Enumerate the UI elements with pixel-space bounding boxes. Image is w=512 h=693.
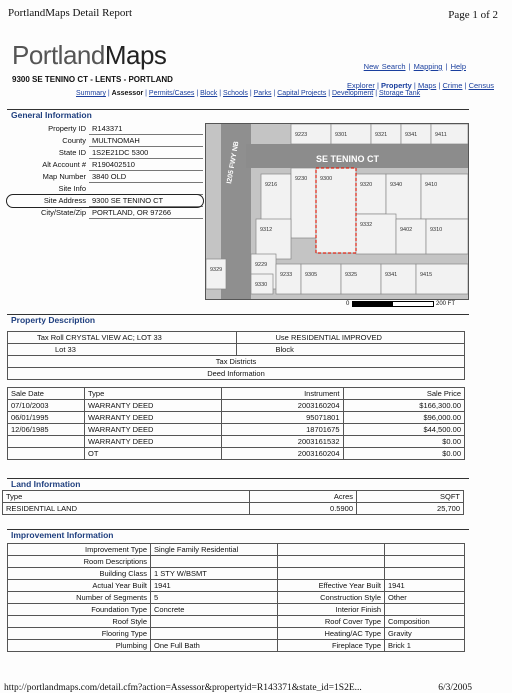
map-lot <box>341 264 381 294</box>
general-info-label: Property ID <box>48 124 86 134</box>
deed-cell: WARRANTY DEED <box>85 400 222 412</box>
improvement-row <box>8 628 465 640</box>
land-table <box>2 490 464 515</box>
improvement-label-right: Roof Cover Type <box>278 616 385 628</box>
deed-header-instrument: Instrument <box>222 388 344 400</box>
assessor-link[interactable]: Assessor <box>111 90 144 97</box>
map-lot <box>301 264 341 294</box>
top-links: New Search | Mapping | Help <box>363 62 466 71</box>
map-lot-label: 9340 <box>390 182 403 188</box>
map-lot-label: 9415 <box>420 272 433 278</box>
map-lot <box>426 219 468 254</box>
footer-url: http://portlandmaps.com/detail.cfm?action=Assessor&propertyid=R143371&state_id=1S2E... <box>4 683 362 693</box>
map-lot-label: 9321 <box>375 132 388 138</box>
crime-link[interactable]: Crime <box>442 81 463 90</box>
map-lot-label: 9300 <box>320 176 333 182</box>
deed-row <box>8 400 465 412</box>
improvement-label: Foundation Type <box>8 604 151 616</box>
map-lot-label: 9325 <box>345 272 358 278</box>
deed-cell: 07/10/2003 <box>8 400 85 412</box>
property-description-heading: Property Description <box>7 314 469 326</box>
general-info-label: State ID <box>58 148 86 157</box>
deed-cell: $44,500.00 <box>343 424 465 436</box>
improvement-label-right <box>278 544 385 556</box>
mapping-link[interactable]: Mapping <box>413 62 443 71</box>
land-sqft: 25,700 <box>357 503 464 515</box>
deed-cell: $96,000.00 <box>343 412 465 424</box>
map-lot-label: 9223 <box>295 132 308 138</box>
general-info-row <box>7 183 203 195</box>
property-link[interactable]: Property <box>381 81 412 90</box>
improvement-value: Single Family Residential <box>151 544 278 556</box>
improvement-value: 1 STY W/BSMT <box>151 568 278 580</box>
improvement-value-right <box>385 556 465 568</box>
general-info-label: Site Address <box>43 196 86 205</box>
scale-bar <box>352 301 434 307</box>
improvement-row <box>8 556 465 568</box>
general-info-value: R143371 <box>89 123 203 135</box>
tax-roll-label: Tax Roll <box>37 333 64 342</box>
general-info-value <box>89 183 203 195</box>
deed-row <box>8 412 465 424</box>
deed-row <box>8 424 465 436</box>
map-lot <box>276 264 301 294</box>
general-info-value: 1S2E21DC 5300 <box>89 147 203 159</box>
improvement-value <box>151 616 278 628</box>
summary-link[interactable]: Summary <box>76 90 106 97</box>
improvement-value-right: Other <box>385 592 465 604</box>
map-lot <box>356 214 396 254</box>
map-lot-label: 9320 <box>360 182 373 188</box>
map-lot-label: 9410 <box>425 182 438 188</box>
map-lot-label: 9341 <box>405 132 418 138</box>
improvement-row <box>8 568 465 580</box>
general-info-row <box>7 147 203 159</box>
deed-row <box>8 448 465 460</box>
deed-header-type: Type <box>85 388 222 400</box>
deed-header-price: Sale Price <box>343 388 465 400</box>
map-lot-label: 9402 <box>400 227 413 233</box>
improvement-label: Improvement Type <box>8 544 151 556</box>
general-info-value: R190402510 <box>89 159 203 171</box>
general-info-row <box>7 207 203 219</box>
deed-cell: 12/06/1985 <box>8 424 85 436</box>
street-label-tenino: SE TENINO CT <box>316 154 380 164</box>
new-search-link[interactable]: New Search <box>363 62 406 71</box>
parcel-map[interactable] <box>205 123 469 300</box>
use-label: Use <box>275 333 289 342</box>
block-link[interactable]: Block <box>200 90 218 97</box>
improvement-table <box>7 543 465 652</box>
deed-cell: $166,300.00 <box>343 400 465 412</box>
improvement-label: Building Class <box>8 568 151 580</box>
general-info-label: County <box>62 136 86 145</box>
map-lot-label: 9310 <box>430 227 443 233</box>
deed-cell: $0.00 <box>343 448 465 460</box>
help-link[interactable]: Help <box>450 62 466 71</box>
improvement-label: Number of Segments <box>8 592 151 604</box>
deed-cell: OT <box>85 448 222 460</box>
map-lot <box>396 219 426 254</box>
improvement-label-right <box>278 556 385 568</box>
schools-link[interactable]: Schools <box>223 90 248 97</box>
sub-navigation: Summary | Assessor | Permits/Cases | Block | Schools | Parks | Capital Projects | Development | Storage Tank <box>76 90 421 97</box>
map-lot-label: 9341 <box>385 272 398 278</box>
improvement-value <box>151 556 278 568</box>
map-lot <box>421 174 468 219</box>
lot-label: Lot <box>55 345 66 354</box>
improvement-value-right: Gravity <box>385 628 465 640</box>
nav-links: Explorer | Property | Maps | Crime | Census <box>346 81 494 90</box>
general-information-heading: General Information <box>7 109 469 121</box>
improvement-row <box>8 640 465 652</box>
property-description-table <box>7 331 465 380</box>
scale-start: 0 <box>346 301 350 307</box>
improvement-value-right: Composition <box>385 616 465 628</box>
improvement-row <box>8 580 465 592</box>
map-lot <box>256 219 291 259</box>
general-info-table <box>7 123 203 219</box>
deed-information-label: Deed Information <box>8 368 465 380</box>
improvement-value-right <box>385 544 465 556</box>
general-info-label: Site Info <box>58 184 86 193</box>
deed-cell: WARRANTY DEED <box>85 412 222 424</box>
deed-cell <box>8 448 85 460</box>
land-information-heading: Land Information <box>7 478 469 490</box>
deed-cell: WARRANTY DEED <box>85 436 222 448</box>
deed-cell: $0.00 <box>343 436 465 448</box>
map-lot-label: 9305 <box>305 272 318 278</box>
improvement-value: One Full Bath <box>151 640 278 652</box>
general-info-value: PORTLAND, OR 97266 <box>89 207 203 219</box>
deed-header-date: Sale Date <box>8 388 85 400</box>
map-lot-label: 9312 <box>260 227 273 233</box>
map-lot-label: 9233 <box>280 272 293 278</box>
map-lot-label: 9329 <box>210 267 223 273</box>
improvement-label-right: Interior Finish <box>278 604 385 616</box>
improvement-label-right: Construction Style <box>278 592 385 604</box>
improvement-label: Flooring Type <box>8 628 151 640</box>
deed-cell: 06/01/1995 <box>8 412 85 424</box>
general-info-label: Map Number <box>42 172 86 181</box>
map-lot <box>206 259 226 289</box>
scale-end: 200 FT <box>436 301 456 307</box>
general-info-value: 9300 SE TENINO CT <box>89 195 203 207</box>
improvement-row <box>8 592 465 604</box>
maps-link[interactable]: Maps <box>417 81 437 90</box>
map-lot-label: 9301 <box>335 132 348 138</box>
deed-cell: 2003160204 <box>222 400 344 412</box>
deed-cell: WARRANTY DEED <box>85 424 222 436</box>
improvement-label: Roof Style <box>8 616 151 628</box>
improvement-value <box>151 628 278 640</box>
tax-roll-value: CRYSTAL VIEW AC; LOT 33 <box>65 333 162 342</box>
block-label: Block <box>275 345 294 354</box>
improvement-value: 5 <box>151 592 278 604</box>
general-info-label: Alt Account # <box>42 160 86 169</box>
general-info-row <box>7 171 203 183</box>
improvement-information-heading: Improvement Information <box>7 529 469 541</box>
map-lot-label: 9216 <box>265 182 278 188</box>
map-lot-label: 9230 <box>295 176 308 182</box>
development-link[interactable]: Development <box>332 90 374 97</box>
census-link[interactable]: Census <box>468 81 494 90</box>
improvement-label-right: Fireplace Type <box>278 640 385 652</box>
deed-row <box>8 436 465 448</box>
page-number: Page 1 of 2 <box>448 9 498 21</box>
improvement-row <box>8 544 465 556</box>
land-header-type: Type <box>3 491 250 503</box>
general-info-value: MULTNOMAH <box>89 135 203 147</box>
general-info-label: City/State/Zip <box>40 208 86 217</box>
capital-projects-link[interactable]: Capital Projects <box>277 90 327 97</box>
improvement-label-right: Effective Year Built <box>278 580 385 592</box>
improvement-label-right <box>278 568 385 580</box>
general-info-row <box>7 195 203 207</box>
map-lot-label: 9229 <box>255 262 268 268</box>
footer-date: 6/3/2005 <box>438 683 472 693</box>
general-info-row <box>7 123 203 135</box>
deed-cell <box>8 436 85 448</box>
improvement-label-right: Heating/AC Type <box>278 628 385 640</box>
deed-cell: 2003160204 <box>222 448 344 460</box>
land-acres: 0.5900 <box>250 503 357 515</box>
improvement-value-right <box>385 568 465 580</box>
land-header-sqft: SQFT <box>357 491 464 503</box>
improvement-value: Concrete <box>151 604 278 616</box>
general-info-value: 3840 OLD <box>89 171 203 183</box>
street-label-freeway: I205 FWY NB <box>226 140 241 185</box>
map-lot <box>386 174 421 219</box>
tax-districts-label: Tax Districts <box>8 356 465 368</box>
general-info-row <box>7 135 203 147</box>
document-title: PortlandMaps Detail Report <box>8 7 133 19</box>
improvement-value-right <box>385 604 465 616</box>
improvement-row <box>8 604 465 616</box>
map-lot-label: 9332 <box>360 222 373 228</box>
improvement-value: 1941 <box>151 580 278 592</box>
storage-tank-link[interactable]: Storage Tank <box>378 90 421 97</box>
map-lot <box>381 264 416 294</box>
map-lot-label: 9411 <box>435 132 447 138</box>
improvement-row <box>8 616 465 628</box>
use-value: RESIDENTIAL IMPROVED <box>290 333 382 342</box>
improvement-value-right: Brick 1 <box>385 640 465 652</box>
map-lot <box>416 264 468 294</box>
improvement-value-right: 1941 <box>385 580 465 592</box>
property-address-heading: 9300 SE TENINO CT - LENTS - PORTLAND <box>12 75 173 84</box>
parcel-map-svg <box>206 124 468 299</box>
improvement-label: Plumbing <box>8 640 151 652</box>
permits-link[interactable]: Permits/Cases <box>148 90 195 97</box>
land-type: RESIDENTIAL LAND <box>3 503 250 515</box>
portlandmaps-logo[interactable]: PortlandMaps <box>12 40 167 70</box>
map-lot <box>356 174 386 214</box>
land-header-acres: Acres <box>250 491 357 503</box>
lot-value: 33 <box>67 345 76 354</box>
map-lot-label: 9330 <box>255 282 268 288</box>
deed-cell: 2003161532 <box>222 436 344 448</box>
parks-link[interactable]: Parks <box>253 90 272 97</box>
deed-cell: 95071801 <box>222 412 344 424</box>
explorer-link[interactable]: Explorer <box>346 81 375 90</box>
general-info-row <box>7 159 203 171</box>
improvement-label: Room Descriptions <box>8 556 151 568</box>
deed-table <box>7 387 465 460</box>
improvement-label: Actual Year Built <box>8 580 151 592</box>
deed-cell: 18701675 <box>222 424 344 436</box>
